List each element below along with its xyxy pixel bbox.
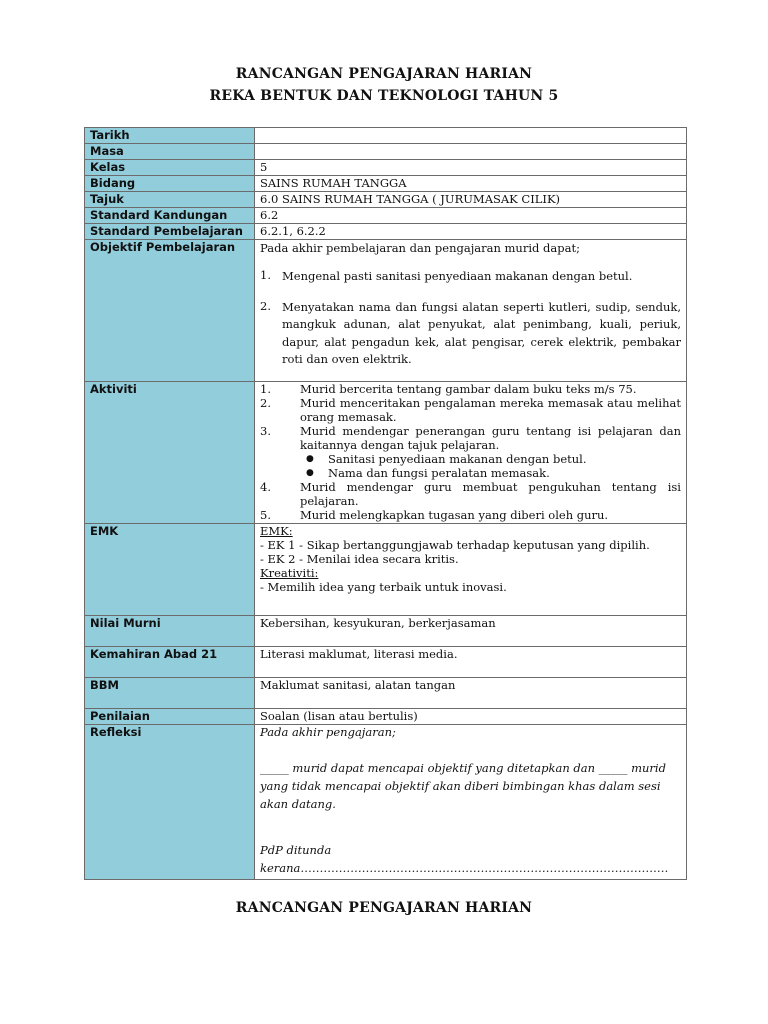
aktiviti-item: [260, 508, 681, 522]
refleksi-pdp-ditunda: PdP ditunda: [260, 843, 332, 857]
row-tajuk: [85, 192, 687, 208]
aktiviti-item: [260, 480, 681, 508]
label-emk: EMK: [85, 524, 255, 616]
objektif-item-text: Mengenal pasti sanitasi penyediaan makanan dengan betul.: [282, 269, 633, 283]
label-nilai-murni: Nilai Murni: [85, 616, 255, 647]
row-standard-pembelajaran: [85, 224, 687, 240]
refleksi-statement: _____ murid dapat mencapai objektif yang ditetapkan dan _____ murid yang tidak mencapai objektif akan diberi bimbingan khas dalam sesi akan datang.: [260, 761, 666, 811]
label-standard-kandungan: Standard Kandungan: [85, 208, 255, 224]
doc-title: RANCANGAN PENGAJARAN HARIAN: [235, 66, 533, 82]
aktiviti-item-num: 5.: [260, 508, 271, 522]
value-aktiviti: [255, 382, 687, 524]
value-kemahiran: Literasi maklumat, literasi media.: [255, 647, 687, 678]
value-objektif: [255, 240, 687, 382]
row-bidang: [85, 176, 687, 192]
row-bbm: [85, 678, 687, 709]
value-bidang: SAINS RUMAH TANGGA: [255, 176, 687, 192]
lesson-plan-table: [84, 127, 687, 880]
aktiviti-item: [260, 396, 681, 424]
label-refleksi: Refleksi: [85, 725, 255, 880]
value-standard-pembelajaran: 6.2.1, 6.2.2: [255, 224, 687, 240]
value-nilai-murni: Kebersihan, kesyukuran, berkerjasaman: [255, 616, 687, 647]
kreativiti-heading: Kreativiti:: [260, 566, 319, 580]
aktiviti-item: [260, 382, 681, 396]
value-penilaian: Soalan (lisan atau bertulis): [255, 709, 687, 725]
objektif-item-text: Menyatakan nama dan fungsi alatan seperti kutleri, sudip, senduk, mangkuk adunan, alat penyukat, alat penimbang, kuali, periuk, dapur, alat pengadun kek, alat pengisar, cerek elektrik, pembakar roti dan oven elektrik.: [282, 299, 681, 366]
aktiviti-item-num: 3.: [260, 424, 271, 438]
row-masa: [85, 144, 687, 160]
row-kelas: [85, 160, 687, 176]
aktiviti-item-text: Murid mendengar penerangan guru tentang isi pelajaran dan kaitannya dengan tajuk pelajaran.: [300, 424, 681, 452]
value-tarikh: [255, 128, 687, 144]
emk-line: - EK 1 - Sikap bertanggungjawab terhadap keputusan yang dipilih.: [260, 538, 650, 552]
label-masa: Masa: [85, 144, 255, 160]
aktiviti-bullet-text: Nama dan fungsi peralatan memasak.: [328, 466, 550, 480]
aktiviti-item-text: Murid mendengar guru membuat pengukuhan tentang isi pelajaran.: [300, 480, 681, 508]
objektif-item: [260, 299, 681, 369]
row-nilai-murni: [85, 616, 687, 647]
label-kelas: Kelas: [85, 160, 255, 176]
emk-heading: EMK:: [260, 524, 293, 538]
label-kemahiran: Kemahiran Abad 21: [85, 647, 255, 678]
value-standard-kandungan: 6.2: [255, 208, 687, 224]
row-kemahiran: [85, 647, 687, 678]
label-aktiviti: Aktiviti: [85, 382, 255, 524]
value-tajuk: 6.0 SAINS RUMAH TANGGA ( JURUMASAK CILIK): [255, 192, 687, 208]
objektif-item: [260, 268, 681, 286]
value-masa: [255, 144, 687, 160]
aktiviti-bullet-text: Sanitasi penyediaan makanan dengan betul.: [328, 452, 587, 466]
objektif-item-num: 1.: [260, 268, 271, 282]
aktiviti-item-num: 4.: [260, 480, 271, 494]
objektif-intro: Pada akhir pembelajaran dan pengajaran murid dapat;: [260, 241, 580, 255]
emk-line: - Memilih idea yang terbaik untuk inovasi.: [260, 580, 507, 594]
row-tarikh: [85, 128, 687, 144]
next-doc-title: RANCANGAN PENGAJARAN HARIAN: [235, 900, 533, 916]
label-tajuk: Tajuk: [85, 192, 255, 208]
row-emk: [85, 524, 687, 616]
aktiviti-item-num: 1.: [260, 382, 271, 396]
aktiviti-item-text: Murid melengkapkan tugasan yang diberi oleh guru.: [300, 508, 609, 522]
emk-line: - EK 2 - Menilai idea secara kritis.: [260, 552, 459, 566]
label-objektif: Objektif Pembelajaran: [85, 240, 255, 382]
value-refleksi: [255, 725, 687, 880]
row-objektif: [85, 240, 687, 382]
label-bidang: Bidang: [85, 176, 255, 192]
aktiviti-bullet: [260, 466, 681, 480]
bullet-icon: ●: [306, 454, 314, 464]
aktiviti-item: [260, 424, 681, 452]
row-aktiviti: [85, 382, 687, 524]
value-kelas: 5: [255, 160, 687, 176]
objektif-item-num: 2.: [260, 298, 271, 313]
row-penilaian: [85, 709, 687, 725]
aktiviti-item-text: Murid bercerita tentang gambar dalam buku teks m/s 75.: [300, 382, 637, 396]
label-standard-pembelajaran: Standard Pembelajaran: [85, 224, 255, 240]
label-bbm: BBM: [85, 678, 255, 709]
aktiviti-item-text: Murid menceritakan pengalaman mereka memasak atau melihat orang memasak.: [300, 396, 681, 424]
aktiviti-item-num: 2.: [260, 396, 271, 410]
row-refleksi: [85, 725, 687, 880]
refleksi-kerana: kerana……………………………………………………………………………………: [260, 861, 669, 875]
row-standard-kandungan: [85, 208, 687, 224]
refleksi-intro: Pada akhir pengajaran;: [260, 725, 396, 739]
bullet-icon: ●: [306, 468, 314, 478]
label-penilaian: Penilaian: [85, 709, 255, 725]
value-emk: [255, 524, 687, 616]
aktiviti-bullet: [260, 452, 681, 466]
value-bbm: Maklumat sanitasi, alatan tangan: [255, 678, 687, 709]
label-tarikh: Tarikh: [85, 128, 255, 144]
doc-subtitle: REKA BENTUK DAN TEKNOLOGI TAHUN 5: [209, 88, 559, 104]
